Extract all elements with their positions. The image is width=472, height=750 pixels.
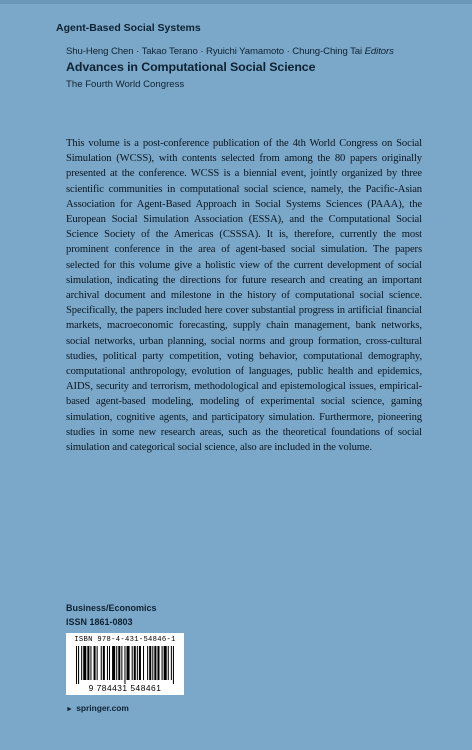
barcode-bar xyxy=(127,646,130,680)
barcode-bar xyxy=(101,646,102,680)
barcode-bar xyxy=(124,646,125,684)
barcode-bars xyxy=(76,646,176,684)
barcode-bar xyxy=(107,646,108,680)
barcode-bar xyxy=(164,646,167,680)
barcode-bar xyxy=(87,646,89,680)
barcode-bar xyxy=(134,646,136,680)
barcode-bar xyxy=(139,646,141,680)
editor-names: Shu-Heng Chen · Takao Terano · Ryuichi Yamamoto · Chung-Ching Tai xyxy=(66,46,363,57)
barcode-bar xyxy=(90,646,91,680)
barcode-bar xyxy=(171,646,172,680)
barcode-bar xyxy=(109,646,110,680)
barcode-bar xyxy=(152,646,153,680)
top-rule xyxy=(0,0,472,4)
barcode-bar xyxy=(97,646,98,680)
barcode-bar xyxy=(149,646,151,680)
arrow-icon: ► xyxy=(66,706,73,713)
barcode-bar xyxy=(103,646,105,680)
barcode-bar xyxy=(81,646,82,680)
editors-line xyxy=(66,46,394,57)
barcode-bar xyxy=(137,646,138,680)
barcode-bar xyxy=(78,646,79,684)
barcode-bar xyxy=(143,646,144,680)
barcode-bar xyxy=(83,646,86,680)
barcode-bar xyxy=(157,646,159,680)
barcode-bar xyxy=(162,646,163,680)
subject-category: Business/Economics xyxy=(66,603,157,613)
barcode-bar xyxy=(132,646,133,680)
book-title: Advances in Computational Social Science xyxy=(66,60,316,74)
barcode-bar xyxy=(76,646,77,684)
barcode-bar xyxy=(94,646,96,680)
barcode-bar xyxy=(147,646,148,680)
barcode-bar xyxy=(116,646,117,680)
publisher-website[interactable] xyxy=(66,703,129,713)
isbn-label: ISBN 978-4-431-54846-1 xyxy=(74,636,176,644)
issn-number: ISSN 1861-0803 xyxy=(66,617,133,627)
book-subtitle: The Fourth World Congress xyxy=(66,79,185,90)
barcode-bar xyxy=(154,646,156,680)
book-description: This volume is a post-conference publication of the 4th World Congress on Social Simulation (WCSS), with contents selected from among the 80 papers originally presented at the conference. WCSS is a biennial event, jointly organized by three scientific communities in computational social science, namely, the Pacific-Asian Association for Agent-Based Approach in Social Systems Sciences (PAAA), the European Social Simulation Association (ESSA), and the Computational Social Science Society of the Americas (CSSSA). It is, therefore, currently the most prominent conference in the area of agent-based social simulation. The papers selected for this volume give a holistic view of the current development of social simulation, indicating the directions for future research and creating an important archival document and milestone in the history of computational social science. Specifically, the papers included here cover substantial progress in artificial financial markets, macroeconomic forecasting, supply chain management, bank networks, social networks, urban planning, social norms and group formation, cross-cultural studies, political party competition, voting behavior, computational demography, computational anthropology, evolution of languages, public health and epidemics, AIDS, security and terrorism, methodological and epistemological issues, empirical-based agent-based modeling, modeling of experimental social science, gaming simulation, cognitive agents, and participatory simulation. Furthermore, pioneering studies in some new research areas, such as the theoretical foundations of social simulation and categorical social science, also are included in the volume. xyxy=(66,138,422,454)
barcode xyxy=(66,633,184,695)
ean-digits: 9 784431 548461 xyxy=(88,683,162,693)
barcode-bar xyxy=(118,646,120,680)
barcode-bar xyxy=(173,646,174,684)
editors-role: Editors xyxy=(364,46,394,57)
series-title: Agent-Based Social Systems xyxy=(56,22,201,34)
publisher-url: springer.com xyxy=(76,703,129,713)
barcode-bar xyxy=(121,646,122,680)
barcode-bar xyxy=(168,646,169,680)
barcode-bar xyxy=(112,646,115,680)
